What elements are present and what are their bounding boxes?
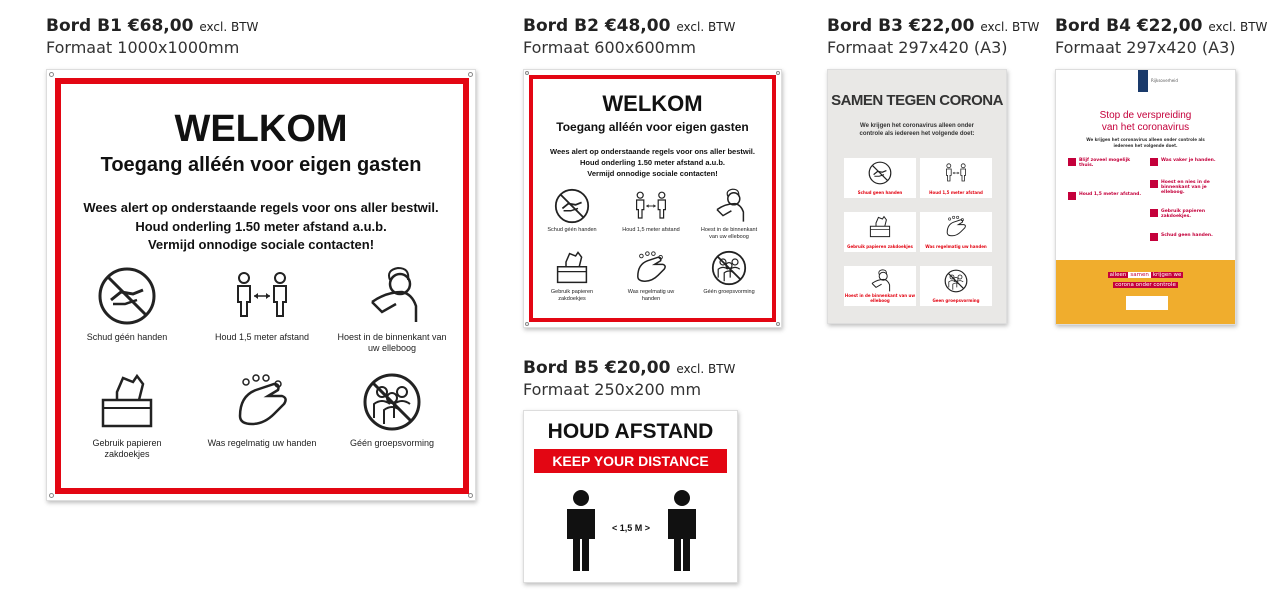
excl-label: excl. BTW: [676, 20, 736, 34]
sign-line: Vermijd onnodige sociale contacten!: [587, 169, 718, 178]
tile: [844, 212, 916, 252]
person-icon: [662, 489, 702, 573]
icon-caption: Géén groepsvorming: [703, 289, 755, 295]
grommet: [776, 71, 780, 75]
band-text: [1056, 280, 1235, 290]
icon-caption: Gebruik papieren zakdoekjes: [92, 438, 162, 460]
tile: [920, 266, 992, 306]
product-heading-b2: [523, 16, 735, 59]
product-name: Bord B5 €20,00: [523, 358, 671, 378]
wash-hands-icon: [633, 250, 669, 286]
band-word: samen: [1130, 272, 1149, 278]
icon-wash-hands: [207, 372, 317, 449]
icon-elbow: [696, 188, 762, 241]
sign-b4-rijksoverheid[interactable]: [1055, 69, 1236, 325]
icon-caption: Géén groepsvorming: [349, 438, 435, 448]
item-label: Schud geen handen.: [1161, 233, 1213, 238]
tile: [920, 212, 992, 252]
product-name: Bord B1 €68,00: [46, 16, 194, 36]
no-group-icon: [362, 372, 422, 432]
item-label: Blijf zoveel mogelijk thuis.: [1079, 158, 1131, 168]
person-icon: [561, 489, 601, 573]
sign-title: WELKOM: [174, 108, 348, 150]
icon-no-groups: [337, 372, 447, 449]
distance-icon: [633, 188, 669, 224]
icon-distance: [618, 188, 684, 234]
wash-hands-icon: [942, 215, 970, 239]
icon-no-handshake: [77, 266, 177, 343]
grommet: [776, 322, 780, 326]
product-heading-b5: [523, 358, 735, 401]
product-format: Formaat 1000x1000mm: [46, 38, 240, 57]
excl-label: excl. BTW: [1208, 20, 1268, 34]
cough-elbow-icon: [1150, 180, 1158, 188]
icon-caption: Gebruik papieren zakdoekjes: [550, 289, 594, 302]
wash-hands-icon: [232, 372, 292, 432]
tile-caption: Schud geen handen: [857, 190, 903, 195]
tissue-box-icon: [554, 250, 590, 286]
list-item: [1150, 209, 1228, 219]
product-format: Formaat 297x420 (A3): [827, 38, 1008, 57]
sign-title: HOUD AFSTAND: [547, 420, 714, 443]
sign-line: Wees alert op onderstaande regels voor ons aller bestwil.: [550, 147, 755, 156]
org-name: Rijksoverheid: [1151, 78, 1178, 83]
icon-caption: Houd 1,5 meter afstand: [214, 332, 310, 342]
tile-caption: Was regelmatig uw handen: [925, 244, 987, 249]
orange-band: [1056, 260, 1235, 324]
list-item: [1068, 158, 1142, 168]
icon-no-groups: [696, 250, 762, 296]
tile: [844, 266, 916, 306]
band-word: alleen: [1109, 272, 1127, 278]
icon-elbow: [337, 266, 447, 355]
band-word: corona onder controle: [1115, 282, 1176, 288]
icon-no-handshake: [542, 188, 602, 234]
product-name: Bord B2 €48,00: [523, 16, 671, 36]
sign-title: WELKOM: [602, 91, 703, 116]
cough-elbow-icon: [711, 188, 747, 224]
info-box: [1126, 296, 1168, 310]
tile-caption: Geen groepsvorming: [932, 298, 980, 303]
distance-icon: [942, 161, 970, 185]
list-item: [1150, 233, 1228, 241]
icon-caption: Was regelmatig uw handen: [207, 438, 317, 448]
item-label: Houd 1,5 meter afstand.: [1079, 192, 1142, 197]
grommet: [49, 493, 54, 498]
distance-icon: [232, 266, 292, 326]
sign-line: Houd onderling 1.50 meter afstand a.u.b.: [579, 158, 726, 167]
sign-b5-houd-afstand[interactable]: [523, 410, 738, 583]
sign-b2-welkom[interactable]: [523, 69, 782, 328]
sign-line: Wees alert op onderstaande regels voor ons aller bestwil.: [83, 200, 439, 215]
icon-tissues: [77, 372, 177, 461]
product-heading-b4: [1055, 16, 1267, 59]
sign-subtitle: Toegang alléén voor eigen gasten: [100, 154, 422, 176]
sign-banner: KEEP YOUR DISTANCE: [534, 449, 727, 473]
product-format: Formaat 250x200 mm: [523, 380, 702, 399]
product-heading-b1: [46, 16, 258, 59]
sign-b3-samen-tegen-corona[interactable]: [827, 69, 1007, 324]
product-format: Formaat 600x600mm: [523, 38, 696, 57]
right-items: [1150, 158, 1228, 241]
band-word: krijgen we: [1152, 272, 1182, 278]
icon-caption: Houd 1,5 meter afstand: [622, 227, 680, 233]
title-line: van het coronavirus: [1101, 121, 1190, 133]
left-items: [1068, 158, 1142, 200]
tissue-box-icon: [97, 372, 157, 432]
rijksoverheid-logo: [1138, 70, 1148, 92]
no-group-icon: [711, 250, 747, 286]
distance-label: < 1,5 M >: [611, 523, 651, 533]
sign-title: [1056, 110, 1235, 133]
tile-caption: Hoest in de binnenkant van uw elleboog: [844, 293, 916, 303]
grommet: [49, 72, 54, 77]
tile: [844, 158, 916, 198]
no-handshake-icon: [554, 188, 590, 224]
excl-label: excl. BTW: [199, 20, 259, 34]
grommet: [525, 322, 529, 326]
product-heading-b3: [827, 16, 1039, 59]
list-item: [1150, 158, 1228, 166]
list-item: [1150, 180, 1228, 195]
product-format: Formaat 297x420 (A3): [1055, 38, 1236, 57]
home-icon: [1068, 158, 1076, 166]
sign-intro: We krijgen het coronavirus alleen onder controle als iedereen het volgende doet.: [1086, 137, 1205, 148]
product-name: Bord B4 €22,00: [1055, 16, 1203, 36]
tile-caption: Gebruik papieren zakdoekjes: [847, 244, 913, 249]
icon-wash-hands: [618, 250, 684, 303]
icon-caption: Hoest in de binnenkant van uw elleboog: [337, 332, 447, 354]
excl-label: excl. BTW: [676, 362, 736, 376]
cough-elbow-icon: [362, 266, 422, 326]
no-handshake-icon: [866, 161, 894, 185]
excl-label: excl. BTW: [980, 20, 1040, 34]
cough-elbow-icon: [866, 269, 894, 293]
wash-hands-icon: [1150, 158, 1158, 166]
sign-subtitle: Toegang alléén voor eigen gasten: [556, 120, 749, 134]
list-item: [1068, 192, 1142, 200]
no-handshake-icon: [1150, 233, 1158, 241]
item-label: Was vaker je handen.: [1161, 158, 1216, 163]
no-handshake-icon: [97, 266, 157, 326]
icon-distance: [207, 266, 317, 343]
icon-caption: Schud géén handen: [547, 227, 597, 233]
sign-b1-welkom[interactable]: [46, 69, 476, 501]
icon-caption: Schud géén handen: [86, 332, 168, 342]
sign-line: Vermijd onnodige sociale contacten!: [147, 237, 375, 252]
tile-caption: Houd 1,5 meter afstand: [929, 190, 983, 195]
title-line: Stop de verspreiding: [1099, 110, 1192, 121]
sign-intro: We krijgen het coronavirus alleen onder controle als iedereen het volgende doet:: [859, 123, 975, 138]
tissue-box-icon: [1150, 209, 1158, 217]
product-name: Bord B3 €22,00: [827, 16, 975, 36]
band-text: [1056, 270, 1235, 280]
item-label: Hoest en nies in de binnenkant van je elleboog.: [1161, 180, 1210, 195]
grommet: [468, 72, 473, 77]
sign-title: SAMEN TEGEN CORONA: [831, 92, 1003, 109]
item-label: Gebruik papieren zakdoekjes.: [1161, 209, 1206, 219]
no-group-icon: [942, 269, 970, 293]
tissue-box-icon: [866, 215, 894, 239]
icon-tissues: [542, 250, 602, 303]
sign-line: Houd onderling 1.50 meter afstand a.u.b.: [135, 219, 387, 234]
tile: [920, 158, 992, 198]
distance-icon: [1068, 192, 1076, 200]
icon-caption: Was regelmatig uw handen: [627, 289, 675, 302]
icon-caption: Hoest in de binnenkant van uw elleboog: [700, 227, 758, 240]
